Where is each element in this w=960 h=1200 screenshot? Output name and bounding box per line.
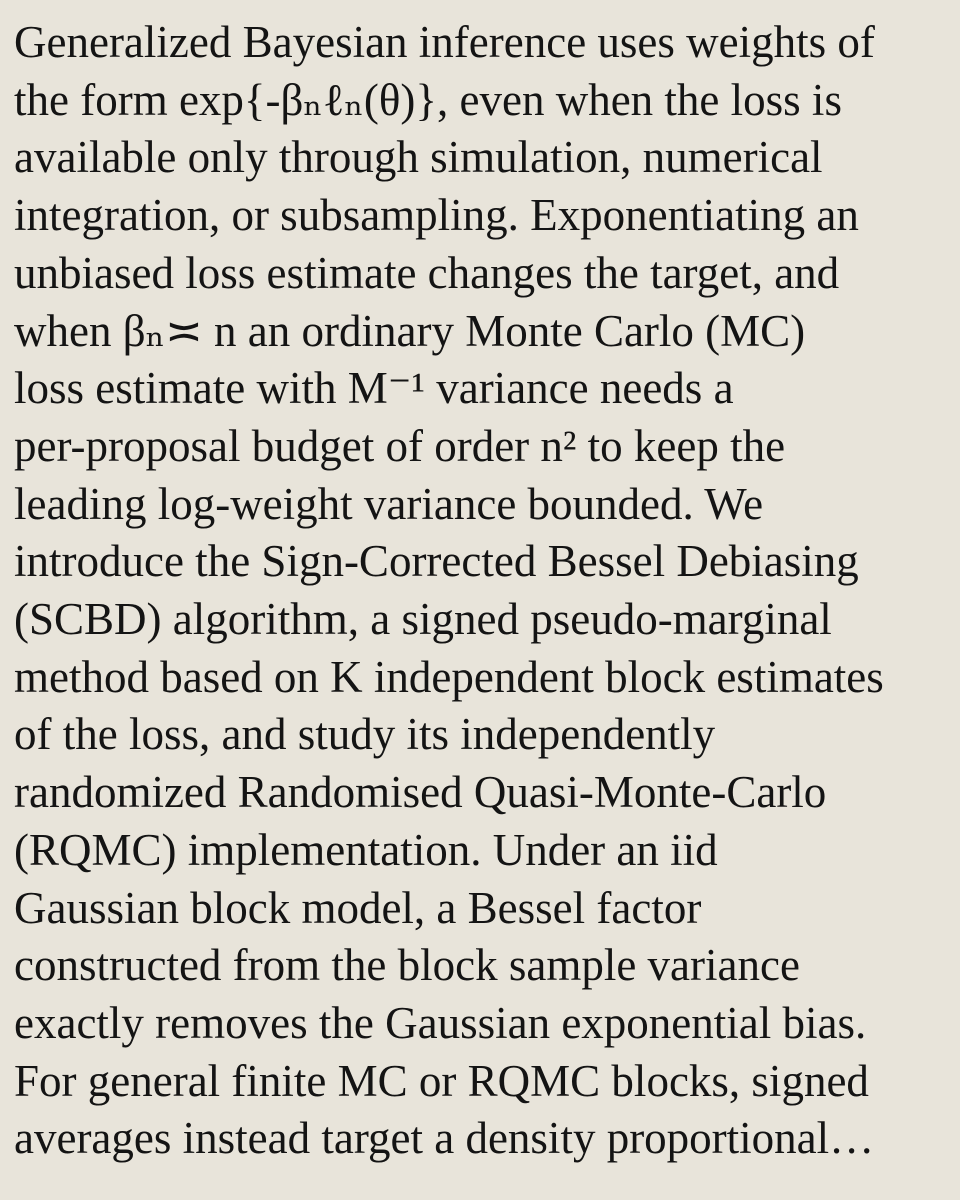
abstract-line: leading log-weight variance bounded. We (14, 478, 764, 529)
abstract-line: when βₙ≍ n an ordinary Monte Carlo (MC) (14, 305, 806, 356)
abstract-line: integration, or subsampling. Exponentiating an (14, 190, 859, 241)
abstract-line: the form exp{-βₙℓₙ(θ)}, even when the loss is (14, 74, 842, 125)
abstract-line: of the loss, and study its independently (14, 709, 716, 760)
abstract-line: constructed from the block sample variance (14, 940, 800, 991)
abstract-line: For general finite MC or RQMC blocks, signed (14, 1055, 869, 1106)
abstract-line: loss estimate with M⁻¹ variance needs a (14, 363, 734, 414)
abstract-line: method based on K independent block estimates (14, 651, 884, 702)
abstract-line: averages instead target a density proportional… (14, 1113, 875, 1164)
abstract-line: introduce the Sign-Corrected Bessel Debiasing (14, 536, 859, 587)
abstract-line: exactly removes the Gaussian exponential bias. (14, 997, 867, 1048)
abstract-line: (RQMC) implementation. Under an iid (14, 824, 718, 875)
abstract-line: unbiased loss estimate changes the target, and (14, 247, 840, 298)
abstract-line: Gaussian block model, a Bessel factor (14, 882, 702, 933)
abstract-line: randomized Randomised Quasi-Monte-Carlo (14, 767, 827, 818)
abstract-text (14, 14, 960, 1168)
abstract-line: available only through simulation, numerical (14, 132, 823, 183)
abstract-line: (SCBD) algorithm, a signed pseudo-marginal (14, 594, 832, 645)
abstract-line: per-proposal budget of order n² to keep the (14, 420, 786, 471)
abstract-line: Generalized Bayesian inference uses weights of (14, 17, 875, 67)
